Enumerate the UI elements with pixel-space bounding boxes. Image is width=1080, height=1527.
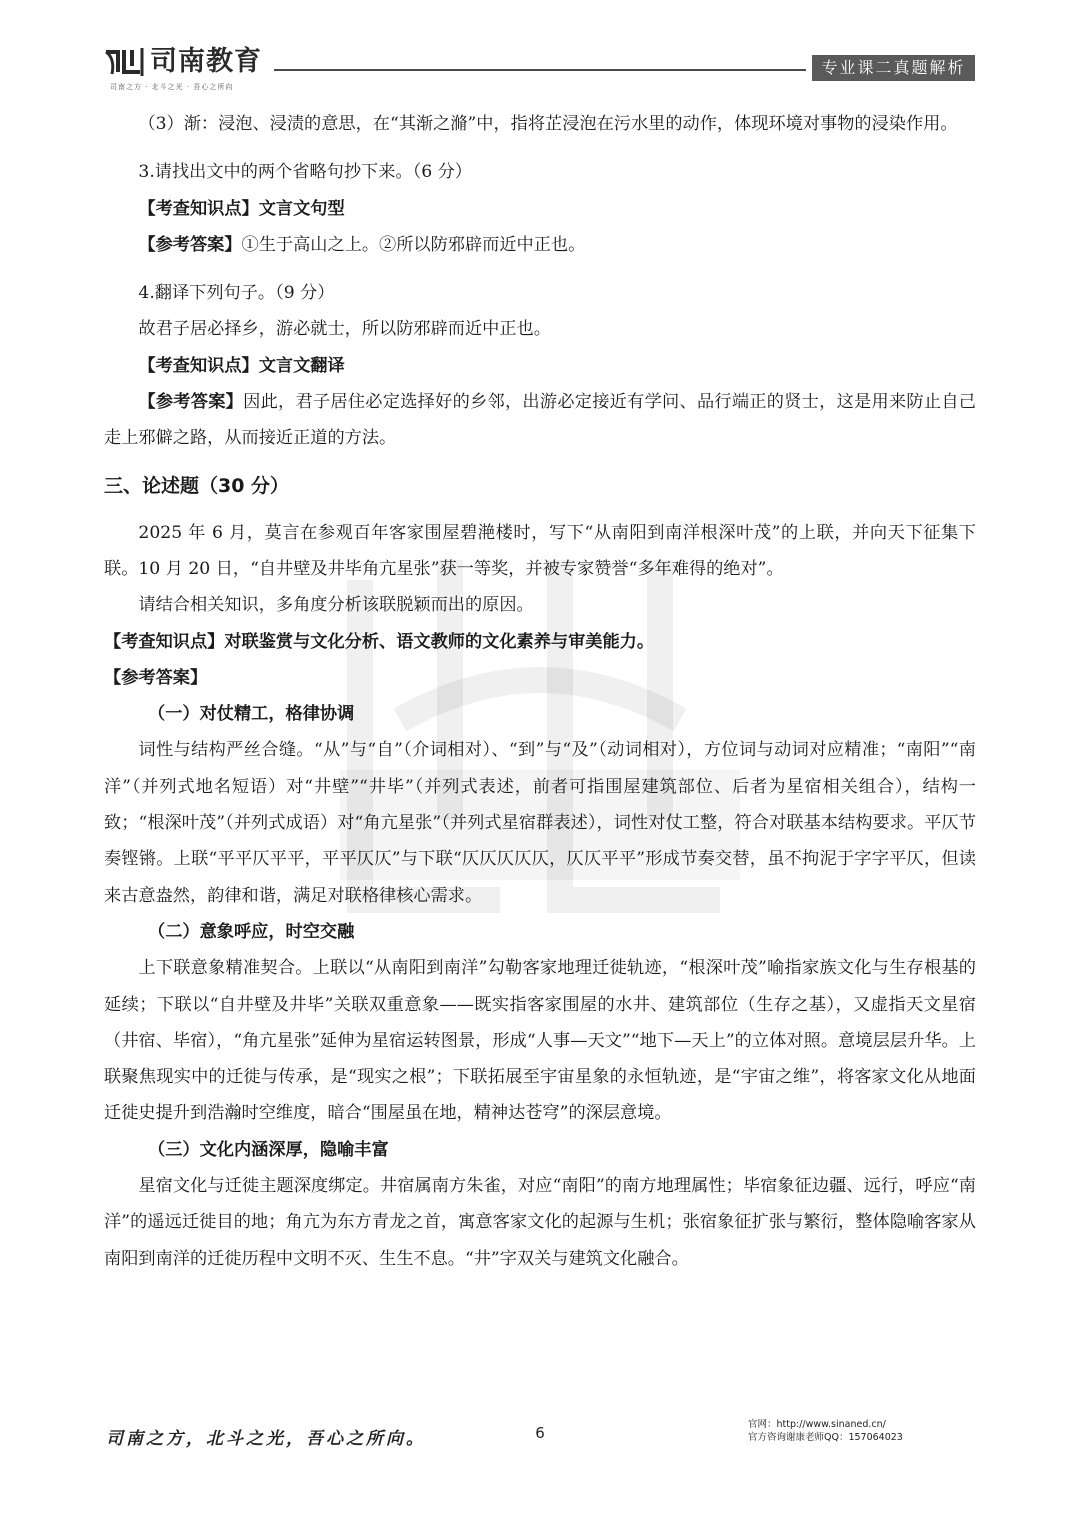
question-4-knowledge-point	[104, 348, 976, 384]
answer-label: 【参考答案】	[138, 234, 242, 255]
knowledge-point-text: 文言文翻译	[258, 355, 345, 376]
header-divider	[274, 69, 806, 71]
answer-label: 【参考答案】	[138, 392, 244, 413]
subheading-1: （一）对仗精工，格律协调	[148, 704, 355, 725]
knowledge-point-label: 【考查知识点】	[138, 355, 259, 376]
subheading-3: （三）文化内涵深厚，隐喻丰富	[148, 1139, 389, 1160]
knowledge-point-label: 【考查知识点】	[104, 631, 225, 652]
page-number: 6	[535, 1424, 545, 1442]
question-3-knowledge-point	[104, 191, 976, 227]
brand-slogan: 司南之方 · 北斗之光 · 吾心之所向	[110, 83, 234, 91]
footer-website: 官网：http://www.sinaned.cn/	[748, 1419, 886, 1430]
subsection-1-body: 词性与结构严丝合缝。“从”与“自”（介词相对）、“到”与“及”（动词相对），方位词与动词对应精准；“南阳”“南洋”（并列式地名短语）对“井壁”“井毕”（并列式表述，前者可指围屋建筑部位、后者为星宿相关组合），结构一致；“根深叶茂”（并列式成语）对“角亢星张”（并列式星宿群表述），词性对仗工整，符合对联基本结构要求。平仄节奏铿锵。上联“平平仄平平，平平仄仄”与下联“仄仄仄仄仄，仄仄平平”形成节奏交替，虽不拘泥于字字平仄，但读来古意盎然，韵律和谐，满足对联格律核心需求。	[104, 740, 976, 906]
section-3-knowledge-point	[104, 624, 976, 660]
footer-contact-info	[748, 1418, 903, 1444]
brand-mark-icon	[104, 46, 148, 78]
subsection-2-body: 上下联意象精准契合。上联以“从南阳到南洋”勾勒客家地理迁徙轨迹，“根深叶茂”喻指家族文化与生存根基的延续；下联以“自井壁及井毕”关联双重意象——既实指客家围屋的水井、建筑部位（生存之基），又虚指天文星宿（井宿、毕宿），“角亢星张”延伸为星宿运转图景，形成“人事—天文”“地下—天上”的立体对照。意境层层升华。上联聚焦现实中的迁徙与传承，是“现实之根”；下联拓展至宇宙星象的永恒轨迹，是“宇宙之维”，将客家文化从地面迁徙史提升到浩瀚时空维度，暗合“围屋虽在地，精神达苍穹”的深层意境。	[104, 958, 976, 1124]
subheading-2: （二）意象呼应，时空交融	[148, 921, 355, 942]
page-header	[0, 0, 1080, 100]
question-3-title: 3.请找出文中的两个省略句抄下来。（6 分）	[138, 162, 472, 183]
brand-logo	[104, 44, 264, 92]
footer-contact-qq: 官方咨询谢康老师QQ：157064023	[748, 1432, 903, 1443]
question-4-answer	[104, 384, 976, 457]
answer-text: ①生于高山之上。②所以防邪辟而近中正也。	[241, 234, 586, 255]
question-3-answer	[104, 227, 976, 263]
section-3-instruction: 请结合相关知识，多角度分析该联脱颖而出的原因。	[138, 595, 534, 616]
document-category-tag: 专业课二真题解析	[812, 55, 975, 81]
answer-paragraph-q2-3: （3）渐：浸泡、浸渍的意思，在“其渐之滫”中，指将芷浸泡在污水里的动作，体现环境对事物的浸染作用。	[138, 114, 958, 134]
question-4-title: 4.翻译下列句子。（9 分）	[138, 283, 335, 304]
document-body	[104, 106, 976, 1277]
footer-motto: 司南之方，北斗之光，吾心之所向。	[106, 1429, 426, 1449]
subsection-3-body: 星宿文化与迁徙主题深度绑定。井宿属南方朱雀，对应“南阳”的南方地理属性；毕宿象征边疆、远行，呼应“南洋”的遥远迁徙目的地；角亢为东方青龙之首，寓意客家文化的起源与生机；张宿象征扩张与繁衍，整体隐喻客家从南阳到南洋的迁徙历程中文明不灭、生生不息。“井”字双关与建筑文化融合。	[104, 1176, 976, 1269]
knowledge-point-label: 【考查知识点】	[138, 198, 259, 219]
brand-name: 司南教育	[150, 46, 262, 77]
section-3-prompt: 2025 年 6 月，莫言在参观百年客家围屋碧滟楼时，写下“从南阳到南洋根深叶茂”的上联，并向天下征集下联。10 月 20 日，“自井壁及井毕角亢星张”获一等奖，并被专家赞誉“多年难得的绝对”。	[104, 522, 976, 579]
section-3-heading: 三、论述题（30 分）	[104, 474, 290, 497]
answer-text: 因此，君子居住必定选择好的乡邻，出游必定接近有学问、品行端正的贤士，这是用来防止自己走上邪僻之路，从而接近正道的方法。	[104, 392, 976, 449]
knowledge-point-text: 文言文句型	[258, 198, 345, 219]
knowledge-point-text: 对联鉴赏与文化分析、语文教师的文化素养与审美能力。	[224, 631, 655, 652]
section-3-answer-label: 【参考答案】	[104, 667, 208, 688]
question-4-sentence: 故君子居必择乡，游必就士，所以防邪辟而近中正也。	[138, 319, 551, 340]
